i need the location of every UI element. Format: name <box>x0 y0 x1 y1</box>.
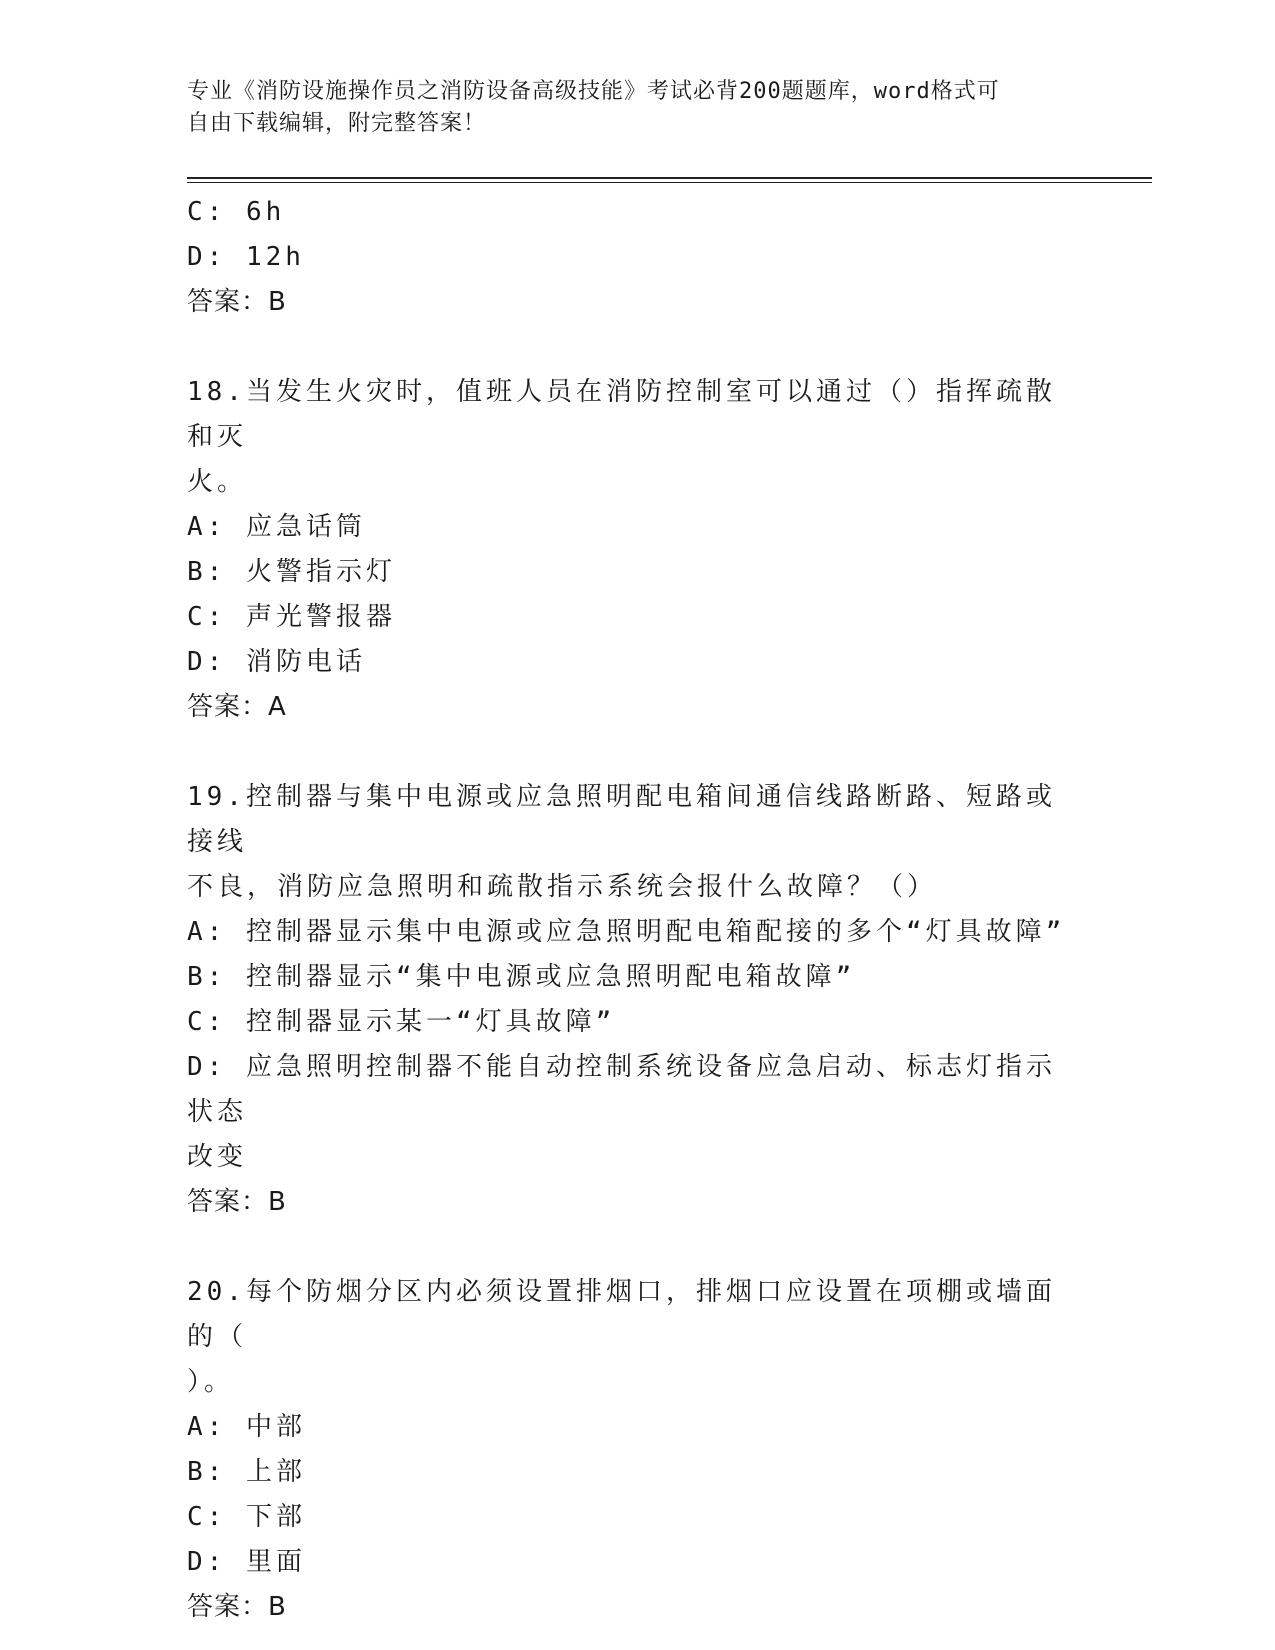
option-a: A: 中部 <box>187 1412 306 1442</box>
header-rule-thick <box>187 177 1152 179</box>
spacer <box>187 730 1077 775</box>
question-stem-cont: ）。 <box>187 1367 235 1397</box>
question-list <box>187 190 1077 1630</box>
answer-label: 答案：B <box>187 287 287 317</box>
question-stem-cont: 不良，消防应急照明和疏散指示系统会报什么故障？（） <box>187 872 938 902</box>
answer-label: 答案：B <box>187 1592 287 1622</box>
document-header <box>187 76 1067 140</box>
spacer <box>187 325 1077 370</box>
option-a: A: 控制器显示集中电源或应急照明配电箱配接的多个“灯具故障” <box>187 917 1066 947</box>
question-stem: 19.控制器与集中电源或应急照明配电箱间通信线路断路、短路或接线 <box>187 782 1056 857</box>
question-17-tail <box>187 190 1077 325</box>
question-20 <box>187 1270 1077 1630</box>
question-stem-cont: 火。 <box>187 467 248 497</box>
option-d: D: 应急照明控制器不能自动控制系统设备应急启动、标志灯指示状态 <box>187 1052 1056 1127</box>
option-d: D: 12h <box>187 242 305 272</box>
answer-label: 答案：B <box>187 1187 287 1217</box>
option-d: D: 里面 <box>187 1547 306 1577</box>
question-stem: 20.每个防烟分区内必须设置排烟口，排烟口应设置在项棚或墙面的（ <box>187 1277 1056 1352</box>
option-c: C: 声光警报器 <box>187 602 396 632</box>
answer-label: 答案：A <box>187 692 287 722</box>
header-line-2: 自由下载编辑，附完整答案！ <box>187 111 487 136</box>
option-b: B: 火警指示灯 <box>187 557 396 587</box>
option-c: C: 控制器显示某一“灯具故障” <box>187 1007 616 1037</box>
question-18 <box>187 370 1077 730</box>
option-b: B: 上部 <box>187 1457 306 1487</box>
question-19 <box>187 775 1077 1225</box>
option-b: B: 控制器显示“集中电源或应急照明配电箱故障” <box>187 962 856 992</box>
option-a: A: 应急话筒 <box>187 512 366 542</box>
option-c: C: 6h <box>187 197 286 227</box>
header-rule-thin <box>187 182 1152 183</box>
option-d-cont: 改变 <box>187 1142 248 1172</box>
option-c: C: 下部 <box>187 1502 306 1532</box>
header-line-1: 专业《消防设施操作员之消防设备高级技能》考试必背200题题库，word格式可 <box>187 79 1000 104</box>
question-stem: 18.当发生火灾时，值班人员在消防控制室可以通过（）指挥疏散和灭 <box>187 377 1056 452</box>
spacer <box>187 1225 1077 1270</box>
option-d: D: 消防电话 <box>187 647 366 677</box>
